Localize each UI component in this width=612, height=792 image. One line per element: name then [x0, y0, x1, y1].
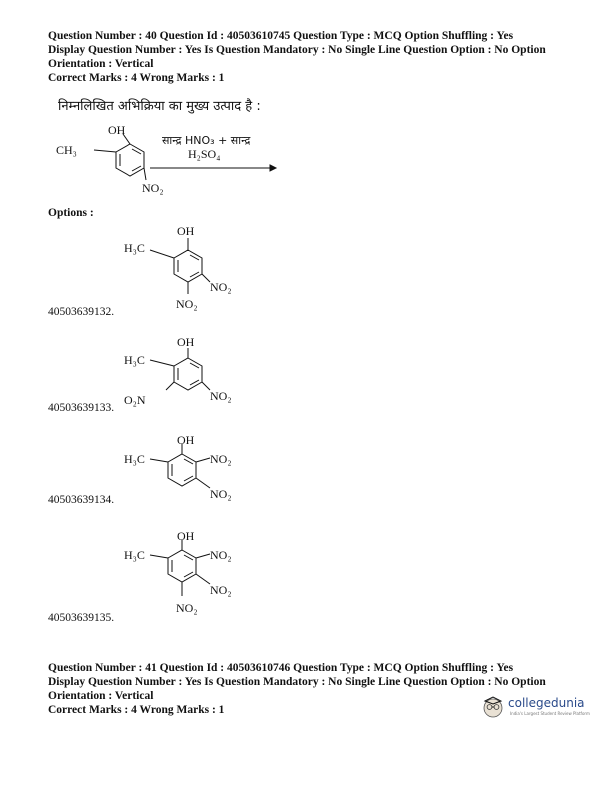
- question-40-header-line1: Question Number : 40 Question Id : 40503610745 Question Type : MCQ Option Shuffling : Yes: [48, 30, 514, 42]
- no2-label: NO₂: [210, 280, 232, 294]
- question-40-marks: Correct Marks : 4 Wrong Marks : 1: [48, 72, 225, 84]
- no2-label: NO₂: [176, 601, 198, 615]
- collegedunia-name: collegedunia: [508, 696, 585, 710]
- reactant-oh-label: OH: [108, 123, 126, 137]
- reaction-arrowhead: [270, 165, 276, 171]
- no2-label: NO₂: [210, 548, 232, 562]
- no2-label: NO₂: [176, 297, 198, 311]
- question-41-header-line3: Orientation : Vertical: [48, 690, 154, 702]
- question-40-header-line3: Orientation : Vertical: [48, 58, 154, 70]
- h3c-label: H₃C: [124, 452, 145, 466]
- collegedunia-tagline: India's Largest Student Review Platform: [510, 711, 590, 716]
- option-3-structure: [110, 432, 260, 502]
- option-1-structure: [110, 222, 260, 314]
- option-4-id[interactable]: 40503639135.: [48, 612, 115, 624]
- oh-label: OH: [177, 433, 195, 447]
- option-3-id[interactable]: 40503639134.: [48, 494, 115, 506]
- o2n-label: O₂N: [124, 393, 146, 407]
- question-41-header-line1: Question Number : 41 Question Id : 40503610746 Question Type : MCQ Option Shuffling : Yes: [48, 662, 514, 674]
- oh-label: OH: [177, 529, 195, 543]
- question-40-text: निम्नलिखित अभिक्रिया का मुख्य उत्पाद है :: [58, 99, 261, 114]
- oh-label: OH: [177, 335, 195, 349]
- no2-label: NO₂: [210, 389, 232, 403]
- options-label: Options :: [48, 207, 94, 219]
- collegedunia-watermark: [480, 696, 592, 722]
- reagent-line1: सान्द्र HNO₃ + सान्द्र: [162, 134, 251, 147]
- no2-label: NO₂: [210, 583, 232, 597]
- h3c-label: H₃C: [124, 353, 145, 367]
- no2-label: NO₂: [210, 452, 232, 466]
- oh-label: OH: [177, 224, 195, 238]
- reactant-no2-label: NO₂: [142, 181, 164, 195]
- option-4-structure: [110, 528, 260, 620]
- question-40-header-line2: Display Question Number : Yes Is Question Mandatory : No Single Line Question Option : No Option: [48, 44, 546, 56]
- reaction-scheme: [50, 118, 290, 198]
- h3c-label: H₃C: [124, 241, 145, 255]
- option-2-structure: [110, 334, 260, 414]
- reactant-ch3-label: CH₃: [56, 143, 77, 157]
- question-41-header-line2: Display Question Number : Yes Is Question Mandatory : No Single Line Question Option : No Option: [48, 676, 546, 688]
- question-41-marks: Correct Marks : 4 Wrong Marks : 1: [48, 704, 225, 716]
- h3c-label: H₃C: [124, 548, 145, 562]
- reagent-line2: H₂SO₄: [188, 147, 221, 161]
- option-1-id[interactable]: 40503639132.: [48, 306, 115, 318]
- option-2-id[interactable]: 40503639133.: [48, 402, 115, 414]
- no2-label: NO₂: [210, 487, 232, 501]
- collegedunia-logo-icon: [480, 696, 506, 720]
